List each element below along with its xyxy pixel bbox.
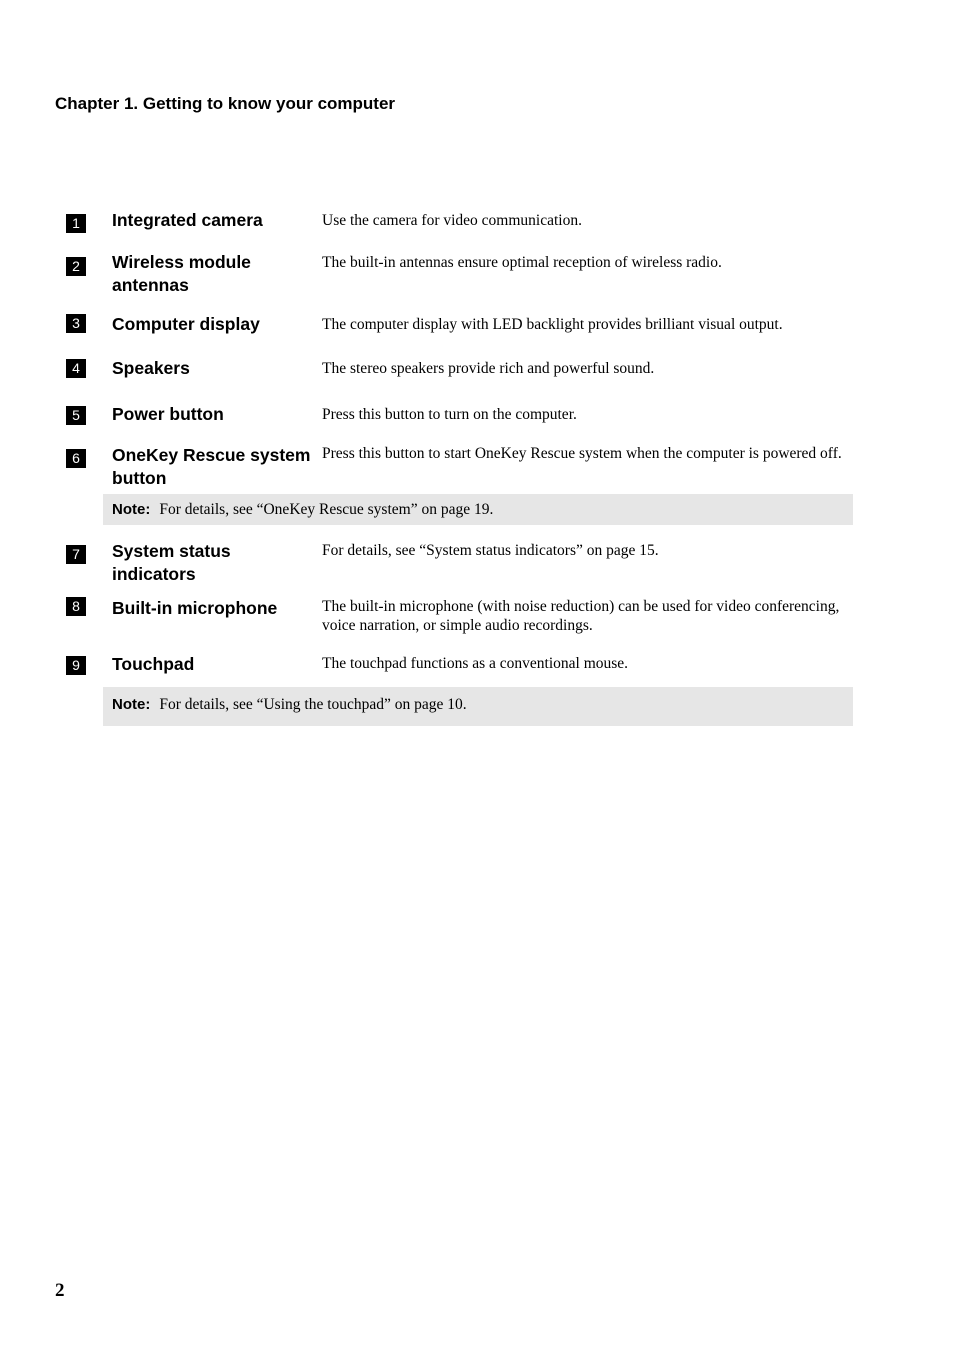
- item-term: Touchpad: [112, 654, 195, 674]
- item-term: Speakers: [112, 358, 190, 378]
- callout-number: 7: [66, 545, 86, 564]
- page-number: 2: [55, 1280, 65, 1301]
- item-description: Press this button to start OneKey Rescue system when the computer is powered off.: [322, 445, 842, 462]
- item-term: OneKey Rescue system button: [112, 445, 311, 488]
- item-term: Integrated camera: [112, 210, 263, 230]
- note-text: For details, see “Using the touchpad” on page 10.: [159, 696, 467, 713]
- item-term: Built-in microphone: [112, 598, 278, 618]
- callout-number: 9: [66, 656, 86, 675]
- callout-number: 1: [66, 214, 86, 233]
- item-description: For details, see “System status indicators” on page 15.: [322, 542, 659, 559]
- callout-number: 6: [66, 449, 86, 468]
- item-description: The computer display with LED backlight provides brilliant visual output.: [322, 316, 783, 333]
- note-box: [103, 494, 853, 525]
- item-term: Wireless module antennas: [112, 252, 251, 295]
- item-term: Power button: [112, 404, 224, 424]
- callout-number: 5: [66, 406, 86, 425]
- item-description: Press this button to turn on the computer.: [322, 406, 577, 423]
- callout-number: 2: [66, 257, 86, 276]
- note-label: Note:: [112, 501, 151, 518]
- item-term: System status indicators: [112, 541, 231, 584]
- item-description: Use the camera for video communication.: [322, 212, 582, 229]
- item-term: Computer display: [112, 314, 260, 334]
- item-description: The stereo speakers provide rich and powerful sound.: [322, 360, 655, 377]
- item-description: The touchpad functions as a conventional mouse.: [322, 655, 629, 672]
- note-box: [103, 687, 853, 726]
- callout-number: 8: [66, 597, 86, 616]
- callout-number: 3: [66, 314, 86, 333]
- item-description: The built-in antennas ensure optimal reception of wireless radio.: [322, 254, 722, 271]
- note-text: For details, see “OneKey Rescue system” on page 19.: [159, 501, 494, 518]
- chapter-title: Chapter 1. Getting to know your computer: [55, 94, 396, 113]
- callout-number: 4: [66, 359, 86, 378]
- item-description: The built-in microphone (with noise reduction) can be used for video conferencing, voice narration, or simple audio recordings.: [322, 598, 840, 634]
- note-label: Note:: [112, 696, 151, 713]
